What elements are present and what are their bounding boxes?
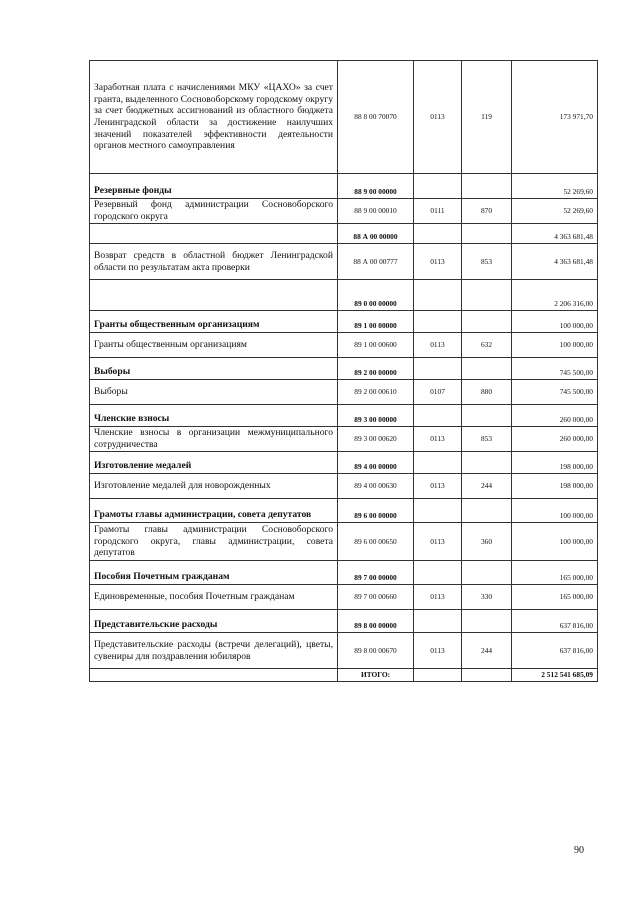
cell-name: Представительские расходы	[90, 610, 338, 633]
cell-amount: 745 500,00	[512, 380, 598, 405]
cell-section-code: 0113	[414, 333, 462, 358]
cell-name: Членские взносы в организации межмуниципального сотрудничества	[90, 427, 338, 452]
cell-amount: 100 000,00	[512, 311, 598, 333]
cell-name: Выборы	[90, 380, 338, 405]
cell-target-code: ИТОГО:	[338, 669, 414, 682]
section-row	[90, 358, 598, 380]
cell-target-code: 89 1 00 00000	[338, 311, 414, 333]
cell-expense-type: 853	[462, 244, 512, 280]
table-row	[90, 523, 598, 561]
cell-expense-type	[462, 358, 512, 380]
table-row	[90, 633, 598, 669]
cell-expense-type: 244	[462, 633, 512, 669]
cell-name: Членские взносы	[90, 405, 338, 427]
cell-amount: 173 971,70	[512, 61, 598, 174]
cell-target-code: 89 2 00 00000	[338, 358, 414, 380]
cell-name: Представительские расходы (встречи делегаций), цветы, сувениры для поздравления юбиляров	[90, 633, 338, 669]
cell-target-code: 89 3 00 00000	[338, 405, 414, 427]
cell-section-code	[414, 311, 462, 333]
table-row	[90, 199, 598, 224]
cell-name	[90, 224, 338, 244]
cell-target-code: 88 А 00 00777	[338, 244, 414, 280]
cell-amount: 4 363 681,48	[512, 224, 598, 244]
cell-name: Резервный фонд администрации Сосновоборского городского округа	[90, 199, 338, 224]
cell-target-code: 88 8 00 70070	[338, 61, 414, 174]
cell-section-code: 0113	[414, 61, 462, 174]
cell-section-code	[414, 499, 462, 523]
cell-expense-type: 853	[462, 427, 512, 452]
cell-expense-type	[462, 610, 512, 633]
cell-expense-type: 880	[462, 380, 512, 405]
section-row	[90, 311, 598, 333]
cell-name: Резервные фонды	[90, 174, 338, 199]
table-row	[90, 427, 598, 452]
cell-section-code: 0113	[414, 523, 462, 561]
cell-name: Грамоты главы администрации, совета депутатов	[90, 499, 338, 523]
cell-section-code	[414, 224, 462, 244]
cell-target-code: 89 8 00 00000	[338, 610, 414, 633]
cell-name	[90, 669, 338, 682]
cell-target-code: 89 7 00 00660	[338, 585, 414, 610]
cell-amount: 2 206 316,00	[512, 280, 598, 311]
table-body	[90, 61, 598, 682]
cell-name: Единовременные, пособия Почетным гражданам	[90, 585, 338, 610]
cell-expense-type	[462, 224, 512, 244]
table-row	[90, 244, 598, 280]
cell-name: Изготовление медалей для новорожденных	[90, 474, 338, 499]
cell-section-code	[414, 358, 462, 380]
cell-section-code: 0111	[414, 199, 462, 224]
cell-amount: 165 000,00	[512, 561, 598, 585]
cell-target-code: 89 2 00 00610	[338, 380, 414, 405]
table-row	[90, 61, 598, 174]
cell-amount: 198 000,00	[512, 452, 598, 474]
cell-target-code: 89 3 00 00620	[338, 427, 414, 452]
cell-amount: 52 269,60	[512, 199, 598, 224]
cell-amount: 745 500,00	[512, 358, 598, 380]
cell-name: Пособия Почетным гражданам	[90, 561, 338, 585]
cell-expense-type	[462, 499, 512, 523]
cell-target-code: 89 4 00 00000	[338, 452, 414, 474]
table-row	[90, 474, 598, 499]
section-row	[90, 224, 598, 244]
cell-expense-type: 244	[462, 474, 512, 499]
cell-target-code: 89 6 00 00650	[338, 523, 414, 561]
cell-amount: 52 269,60	[512, 174, 598, 199]
cell-section-code: 0113	[414, 585, 462, 610]
cell-section-code: 0107	[414, 380, 462, 405]
section-row	[90, 280, 598, 311]
cell-name: Заработная плата с начислениями МКУ «ЦАХО» за счет гранта, выделенного Сосновоборскому городскому округу за счет бюджетных ассигнований из областного бюджета Ленинградской области за достижение наилучших значений показателей эффективности деятельности органов местного самоуправления	[90, 61, 338, 174]
cell-section-code	[414, 174, 462, 199]
cell-amount: 100 000,00	[512, 499, 598, 523]
cell-name: Гранты общественным организациям	[90, 311, 338, 333]
cell-target-code: 89 1 00 00600	[338, 333, 414, 358]
cell-expense-type	[462, 311, 512, 333]
cell-amount: 100 000,00	[512, 333, 598, 358]
cell-section-code: 0113	[414, 474, 462, 499]
cell-expense-type	[462, 280, 512, 311]
cell-section-code: 0113	[414, 244, 462, 280]
total-row	[90, 669, 598, 682]
cell-amount: 637 816,00	[512, 633, 598, 669]
table-row	[90, 380, 598, 405]
cell-target-code: 89 6 00 00000	[338, 499, 414, 523]
cell-target-code: 89 8 00 00670	[338, 633, 414, 669]
cell-target-code: 88 А 00 00000	[338, 224, 414, 244]
cell-expense-type	[462, 561, 512, 585]
cell-amount: 2 512 541 685,09	[512, 669, 598, 682]
cell-expense-type	[462, 669, 512, 682]
cell-expense-type: 119	[462, 61, 512, 174]
cell-section-code	[414, 405, 462, 427]
cell-amount: 165 000,00	[512, 585, 598, 610]
cell-amount: 260 000,00	[512, 427, 598, 452]
section-row	[90, 499, 598, 523]
cell-amount: 260 000,00	[512, 405, 598, 427]
cell-name: Грамоты главы администрации Сосновоборского городского округа, главы администрации, совета депутатов	[90, 523, 338, 561]
cell-target-code: 89 4 00 00630	[338, 474, 414, 499]
cell-section-code: 0113	[414, 427, 462, 452]
cell-name: Выборы	[90, 358, 338, 380]
section-row	[90, 405, 598, 427]
cell-target-code: 88 9 00 00010	[338, 199, 414, 224]
cell-expense-type	[462, 174, 512, 199]
cell-target-code: 88 9 00 00000	[338, 174, 414, 199]
cell-expense-type: 632	[462, 333, 512, 358]
cell-section-code	[414, 452, 462, 474]
section-row	[90, 561, 598, 585]
cell-amount: 198 000,00	[512, 474, 598, 499]
cell-section-code	[414, 610, 462, 633]
cell-name: Изготовление медалей	[90, 452, 338, 474]
cell-section-code	[414, 561, 462, 585]
cell-name	[90, 280, 338, 311]
cell-amount: 4 363 681,48	[512, 244, 598, 280]
table-row	[90, 585, 598, 610]
cell-target-code: 89 7 00 00000	[338, 561, 414, 585]
cell-name: Возврат средств в областной бюджет Ленинградской области по результатам акта проверки	[90, 244, 338, 280]
cell-expense-type	[462, 405, 512, 427]
cell-expense-type: 360	[462, 523, 512, 561]
cell-section-code	[414, 280, 462, 311]
section-row	[90, 452, 598, 474]
section-row	[90, 610, 598, 633]
cell-target-code: 89 0 00 00000	[338, 280, 414, 311]
cell-section-code: 0113	[414, 633, 462, 669]
budget-table	[89, 60, 598, 682]
cell-amount: 637 816,00	[512, 610, 598, 633]
cell-expense-type	[462, 452, 512, 474]
cell-expense-type: 870	[462, 199, 512, 224]
cell-name: Гранты общественным организациям	[90, 333, 338, 358]
table-row	[90, 333, 598, 358]
section-row	[90, 174, 598, 199]
cell-expense-type: 330	[462, 585, 512, 610]
page-number: 90	[574, 845, 584, 856]
cell-amount: 100 000,00	[512, 523, 598, 561]
cell-section-code	[414, 669, 462, 682]
